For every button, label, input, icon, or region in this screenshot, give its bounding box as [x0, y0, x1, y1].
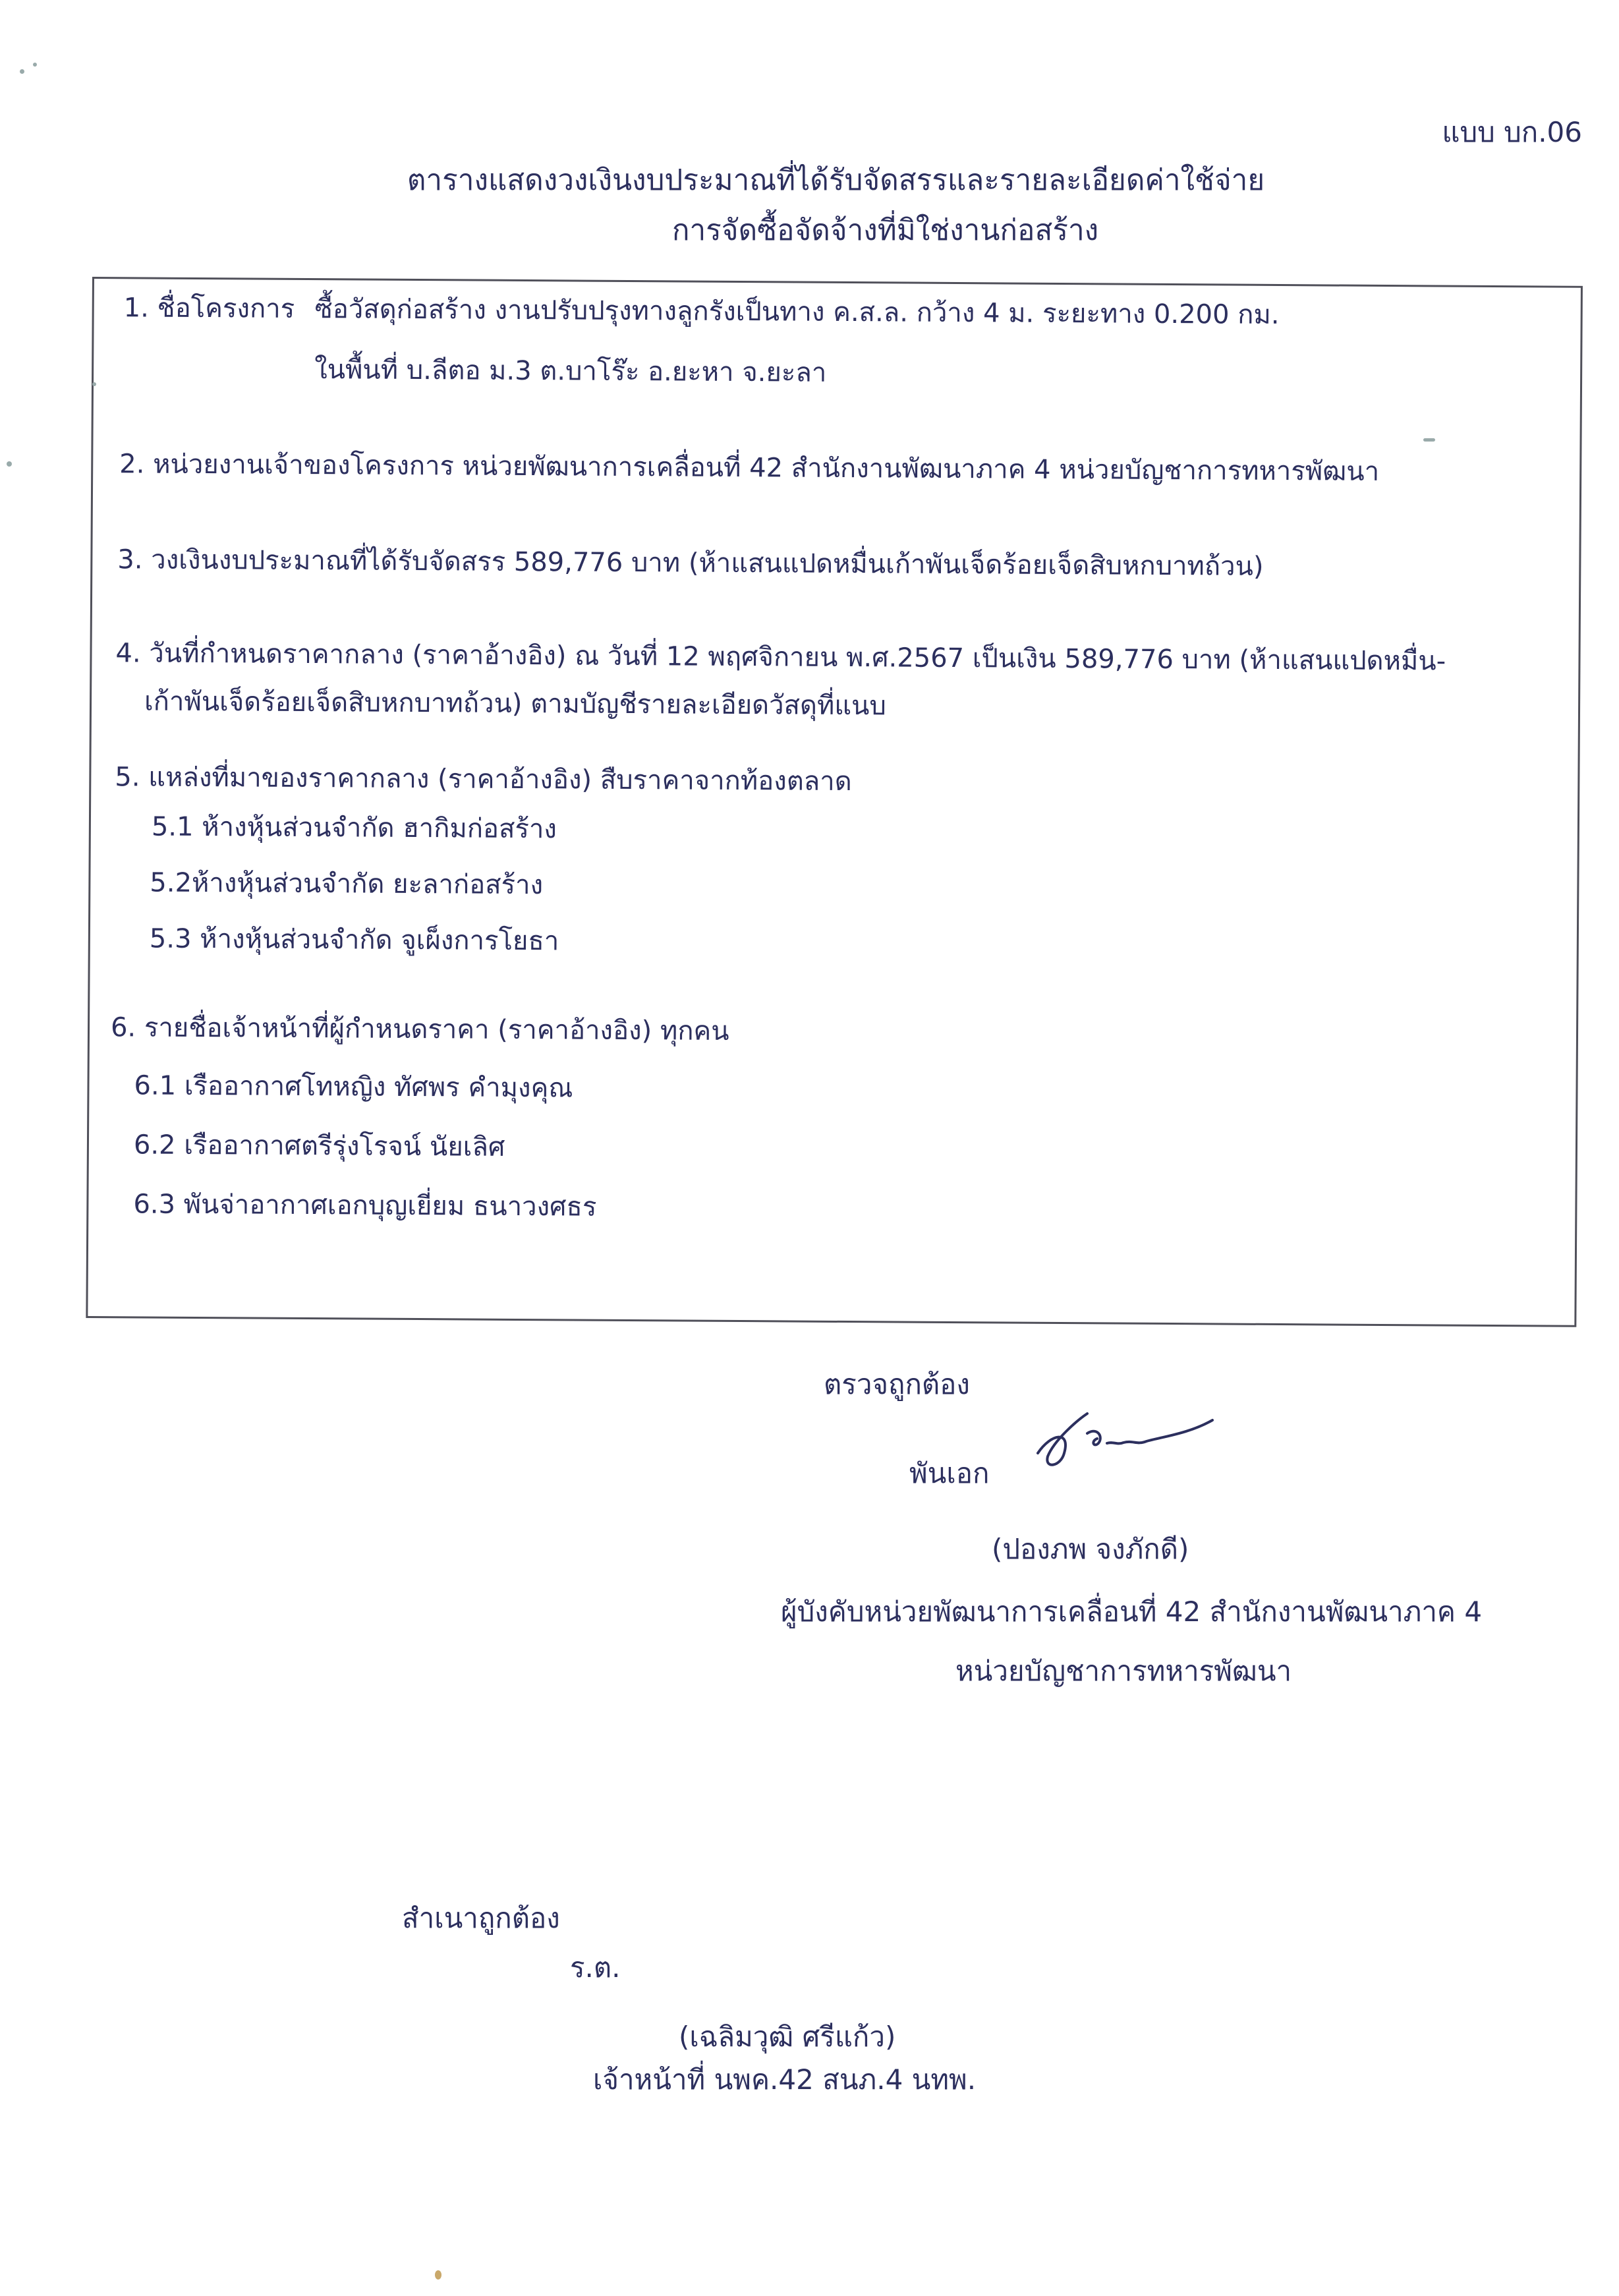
- item6-2-officer: 6.2 เรืออากาศตรีรุ่งโรจน์ นัยเลิศ: [133, 1130, 505, 1162]
- signer-position-line2: หน่วยบัญชาการทหารพัฒนา: [955, 1655, 1292, 1687]
- item2-owner-unit: 2. หน่วยงานเจ้าของโครงการ หน่วยพัฒนาการเคลื่อนที่ 42 สำนักงานพัฒนาภาค 4 หน่วยบัญชาการทหารพัฒนา: [119, 449, 1380, 487]
- document-title-line1: ตารางแสดงวงเงินงบประมาณที่ได้รับจัดสรรและรายละเอียดค่าใช้จ่าย: [407, 163, 1265, 197]
- scan-speck: [1423, 438, 1435, 442]
- copy-signer-name: (เฉลิมวุฒิ ศรีแก้ว): [679, 2021, 896, 2053]
- item5-2-supplier: 5.2ห้างหุ้นส่วนจำกัด ยะลาก่อสร้าง: [150, 867, 544, 901]
- scan-speck: [92, 382, 96, 386]
- copy-verified-label: สำเนาถูกต้อง: [402, 1902, 560, 1934]
- item5-3-supplier: 5.3 ห้างหุ้นส่วนจำกัด จูเผ็งการโยธา: [149, 923, 559, 957]
- item1-location: ในพื้นที่ บ.ลีตอ ม.3 ต.บาโร๊ะ อ.ยะหา จ.ยะลา: [314, 355, 827, 388]
- item1-project-name: ซื้อวัสดุก่อสร้าง งานปรับปรุงทางลูกรังเป็นทาง ค.ส.ล. กว้าง 4 ม. ระยะทาง 0.200 กม.: [314, 294, 1280, 331]
- scan-speck: [7, 461, 12, 467]
- scan-speck: [33, 63, 37, 67]
- scan-speck: [435, 2270, 441, 2280]
- signer-position-line1: ผู้บังคับหน่วยพัฒนาการเคลื่อนที่ 42 สำนักงานพัฒนาภาค 4: [781, 1595, 1483, 1628]
- item4-reference-price-line1: 4. วันที่กำหนดราคากลาง (ราคาอ้างอิง) ณ วันที่ 12 พฤศจิกายน พ.ศ.2567 เป็นเงิน 589,776 บาท (ห้าแสนแปดหมื่น-: [115, 638, 1446, 677]
- scan-speck: [20, 69, 24, 74]
- details-box: [86, 277, 1583, 1327]
- form-code: แบบ บก.06: [1442, 116, 1582, 148]
- item6-1-officer: 6.1 เรืออากาศโทหญิง ทัศพร คำมุงคุณ: [134, 1070, 573, 1104]
- item3-budget: 3. วงเงินงบประมาณที่ได้รับจัดสรร 589,776 บาท (ห้าแสนแปดหมื่นเก้าพันเจ็ดร้อยเจ็ดสิบหกบาทถ้วน): [117, 544, 1264, 582]
- document-title-line2: การจัดซื้อจัดจ้างที่มิใช่งานก่อสร้าง: [671, 214, 1099, 247]
- signature-mark: [1025, 1407, 1222, 1479]
- item4-reference-price-line2: เก้าพันเจ็ดร้อยเจ็ดสิบหกบาทถ้วน) ตามบัญชีรายละเอียดวัสดุที่แนบ: [144, 686, 886, 722]
- verified-label: ตรวจถูกต้อง: [824, 1368, 970, 1400]
- item6-officers: 6. รายชื่อเจ้าหน้าที่ผู้กำหนดราคา (ราคาอ้างอิง) ทุกคน: [110, 1012, 729, 1047]
- item5-1-supplier: 5.1 ห้างหุ้นส่วนจำกัด ฮากิมก่อสร้าง: [151, 811, 557, 845]
- item1-label: 1. ชื่อโครงการ: [123, 293, 295, 324]
- signer-name: (ปองภพ จงภักดี): [992, 1533, 1189, 1565]
- signer-rank: พันเอก: [909, 1457, 990, 1489]
- copy-signer-position: เจ้าหน้าที่ นพค.42 สนภ.4 นทพ.: [593, 2063, 977, 2096]
- item5-price-source: 5. แหล่งที่มาของราคากลาง (ราคาอ้างอิง) สืบราคาจากท้องตลาด: [115, 762, 852, 797]
- item6-3-officer: 6.3 พันจ่าอากาศเอกบุญเยี่ยม ธนาวงศธร: [133, 1189, 597, 1222]
- copy-signer-rank: ร.ต.: [570, 1951, 621, 1984]
